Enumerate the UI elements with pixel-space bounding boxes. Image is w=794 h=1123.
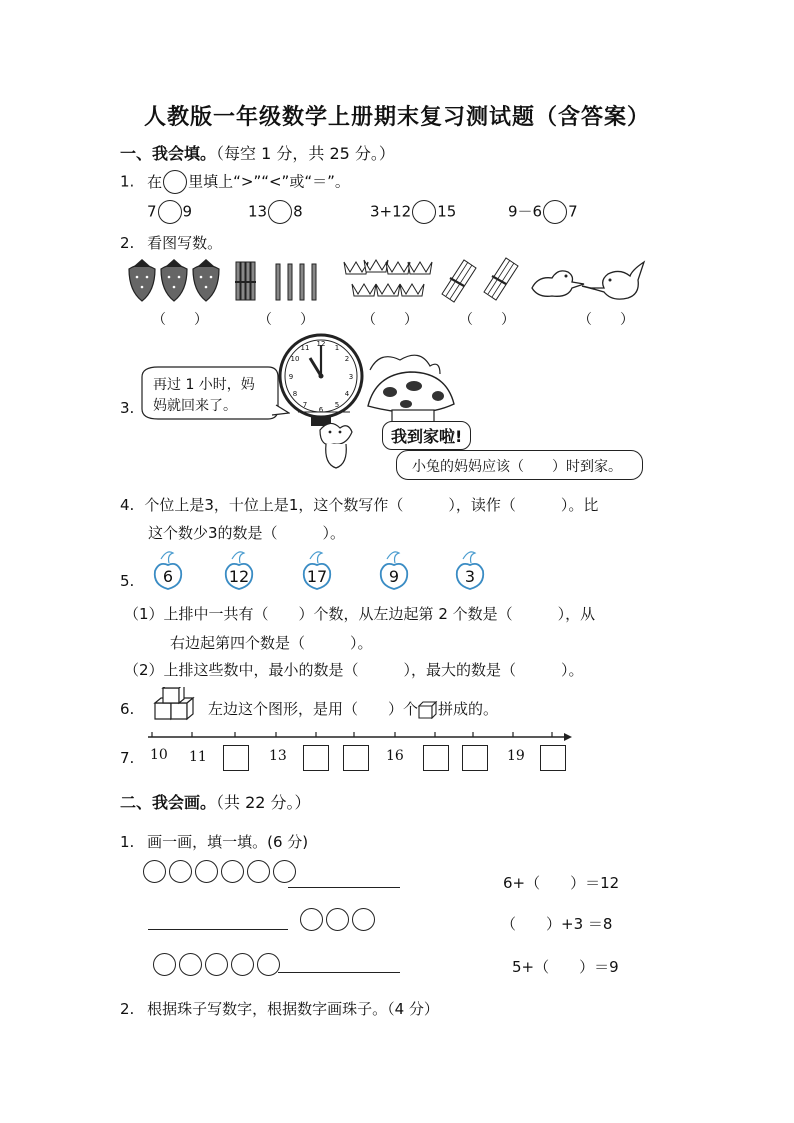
circle-icon — [195, 860, 218, 883]
circle-icon — [300, 908, 323, 931]
svg-text:7: 7 — [302, 401, 308, 409]
circle-icon — [352, 908, 375, 931]
q6-number: 6. — [120, 700, 135, 718]
svg-text:1: 1 — [334, 344, 340, 352]
circle-row-6 — [143, 860, 299, 887]
circle-icon — [257, 953, 280, 976]
apple-number: 6 — [162, 567, 174, 586]
circle-icon — [247, 860, 270, 883]
s2-q2-text: 根据珠子写数字，根据数字画珠子。（4 分） — [147, 1000, 439, 1018]
sticks-icon — [233, 260, 328, 304]
blank-sticks[interactable]: （ ） — [258, 312, 314, 328]
q2-instruction — [120, 232, 222, 253]
tick-label-11: 11 — [189, 749, 207, 765]
section1-title: 一、我会填。 — [120, 144, 217, 163]
q6-text-a: 左边这个图形，是用（ ）个 — [208, 700, 419, 718]
cubes-icon — [153, 687, 201, 723]
svg-text:12: 12 — [316, 340, 326, 348]
section1-heading — [120, 141, 395, 164]
tick-label-19: 19 — [507, 748, 525, 764]
s2-q1-text: 画一画，填一填。(6 分) — [147, 833, 309, 851]
compare-right: 8 — [293, 202, 303, 221]
circle-row-3 — [300, 908, 378, 935]
q1-number: 1. — [120, 172, 135, 191]
apple-5 — [453, 549, 493, 593]
compare-left: 3+12 — [370, 202, 412, 221]
answer-circle[interactable] — [412, 200, 436, 224]
q4-number: 4. — [120, 496, 135, 514]
q4-line-1: 个位上是3，十位上是1，这个数写作（ ），读作（ ）。比 — [144, 496, 599, 514]
circle-icon — [205, 953, 228, 976]
svg-text:8: 8 — [292, 390, 298, 398]
number-box-20[interactable] — [540, 745, 566, 771]
number-box-14[interactable] — [303, 745, 329, 771]
apple-number: 3 — [464, 567, 476, 586]
section2-heading — [120, 790, 311, 813]
circle-icon — [231, 953, 254, 976]
bubble-line-2: 妈就回来了。 — [153, 398, 237, 414]
svg-text:6: 6 — [318, 406, 324, 414]
draw-line-2[interactable] — [148, 929, 288, 930]
draw-line-1[interactable] — [288, 887, 400, 888]
apple-4 — [377, 549, 417, 593]
circle-icon — [169, 860, 192, 883]
compare-item-2 — [248, 200, 303, 224]
circle-icon — [179, 953, 202, 976]
svg-text:11: 11 — [300, 344, 310, 352]
blank-strawberries[interactable]: （ ） — [152, 312, 208, 328]
q7-number: 7. — [120, 749, 135, 767]
circle-icon — [143, 860, 166, 883]
q4-line-2: 这个数少3的数是（ ）。 — [148, 524, 346, 542]
stick-bundles-icon — [440, 256, 530, 304]
equation-3[interactable]: 5+（ ）＝9 — [512, 958, 619, 976]
compare-item-4 — [508, 200, 578, 224]
q6-text-b: 拼成的。 — [438, 700, 499, 718]
strawberries-icon — [125, 255, 225, 305]
s2-q2-number: 2. — [120, 1000, 135, 1018]
tick-label-16: 16 — [386, 748, 404, 764]
tick-label-10: 10 — [150, 747, 168, 763]
circle-icon — [153, 953, 176, 976]
svg-text:3: 3 — [348, 373, 354, 381]
number-line — [146, 730, 574, 744]
compare-right: 7 — [568, 202, 578, 221]
circle-icon — [221, 860, 244, 883]
q1-prefix: 在 — [147, 172, 163, 191]
svg-text:4: 4 — [344, 390, 350, 398]
q5-part1 — [124, 600, 595, 658]
circle-icon — [273, 860, 296, 883]
equation-1[interactable]: 6+（ ）＝12 — [503, 874, 620, 892]
q1-suffix: 里填上“>”“<”或“＝”。 — [188, 172, 350, 191]
compare-left: 9－6 — [508, 202, 543, 221]
circle-row-5 — [153, 953, 283, 980]
blank-birds[interactable]: （ ） — [578, 312, 634, 328]
s2-q1-instruction — [120, 831, 308, 852]
tick-label-13: 13 — [269, 748, 287, 764]
section2-title: 二、我会画。 — [120, 793, 217, 812]
home-sign: 我到家啦! — [382, 421, 471, 450]
q5-part1-line2: 右边起第四个数是（ ）。 — [170, 634, 373, 652]
apple-3 — [300, 549, 340, 593]
apple-1 — [151, 549, 191, 593]
q3-number: 3. — [120, 399, 135, 417]
q2-text: 看图写数。 — [147, 234, 223, 252]
answer-circle[interactable] — [158, 200, 182, 224]
s2-q2-instruction — [120, 998, 439, 1019]
q3-caption: 小兔的妈妈应该（ ）时到家。 — [412, 459, 622, 475]
svg-text:5: 5 — [334, 401, 340, 409]
compare-right: 9 — [182, 202, 193, 221]
page-title: 人教版一年级数学上册期末复习测试题（含答案） — [143, 105, 650, 130]
q5-part2: （2）上排这些数中，最小的数是（ ），最大的数是（ ）。 — [124, 661, 584, 679]
compare-right: 15 — [437, 202, 457, 221]
number-box-12[interactable] — [223, 745, 249, 771]
compare-circle-icon — [163, 170, 187, 194]
section1-note: （每空 1 分，共 25 分。） — [216, 144, 395, 163]
answer-circle[interactable] — [268, 200, 292, 224]
svg-text:9: 9 — [288, 373, 294, 381]
section2-note: （共 22 分。） — [216, 793, 311, 812]
apple-2 — [222, 549, 262, 593]
bubble-line-1: 再过 1 小时，妈 — [153, 377, 255, 393]
answer-circle[interactable] — [543, 200, 567, 224]
flowers-icon — [340, 258, 435, 304]
q2-number: 2. — [120, 234, 135, 252]
svg-text:10: 10 — [290, 355, 300, 363]
draw-line-3[interactable] — [278, 972, 400, 973]
number-box-18[interactable] — [462, 745, 488, 771]
number-box-17[interactable] — [423, 745, 449, 771]
compare-left: 13 — [248, 202, 268, 221]
q1-instruction — [120, 170, 350, 194]
number-box-15[interactable] — [343, 745, 369, 771]
s2-q1-number: 1. — [120, 833, 135, 851]
q5-number: 5. — [120, 572, 135, 590]
compare-item-3 — [370, 200, 456, 224]
equation-2[interactable]: （ ）+3 ＝8 — [501, 915, 613, 933]
apple-number: 9 — [388, 567, 400, 586]
apple-number: 17 — [306, 567, 328, 586]
compare-item-1 — [147, 200, 192, 224]
small-cube-icon — [418, 701, 438, 719]
apple-number: 12 — [228, 567, 250, 586]
q4-block — [120, 491, 598, 547]
blank-bundles[interactable]: （ ） — [459, 312, 515, 328]
svg-text:2: 2 — [344, 355, 350, 363]
compare-left: 7 — [147, 202, 157, 221]
bubble-text — [153, 375, 255, 417]
blank-flowers[interactable]: （ ） — [362, 312, 418, 328]
q6-text — [208, 698, 498, 719]
birds-icon — [528, 258, 648, 304]
q5-part1-line1: （1）上排中一共有（ ）个数，从左边起第 2 个数是（ ），从 — [124, 605, 596, 623]
circle-icon — [326, 908, 349, 931]
